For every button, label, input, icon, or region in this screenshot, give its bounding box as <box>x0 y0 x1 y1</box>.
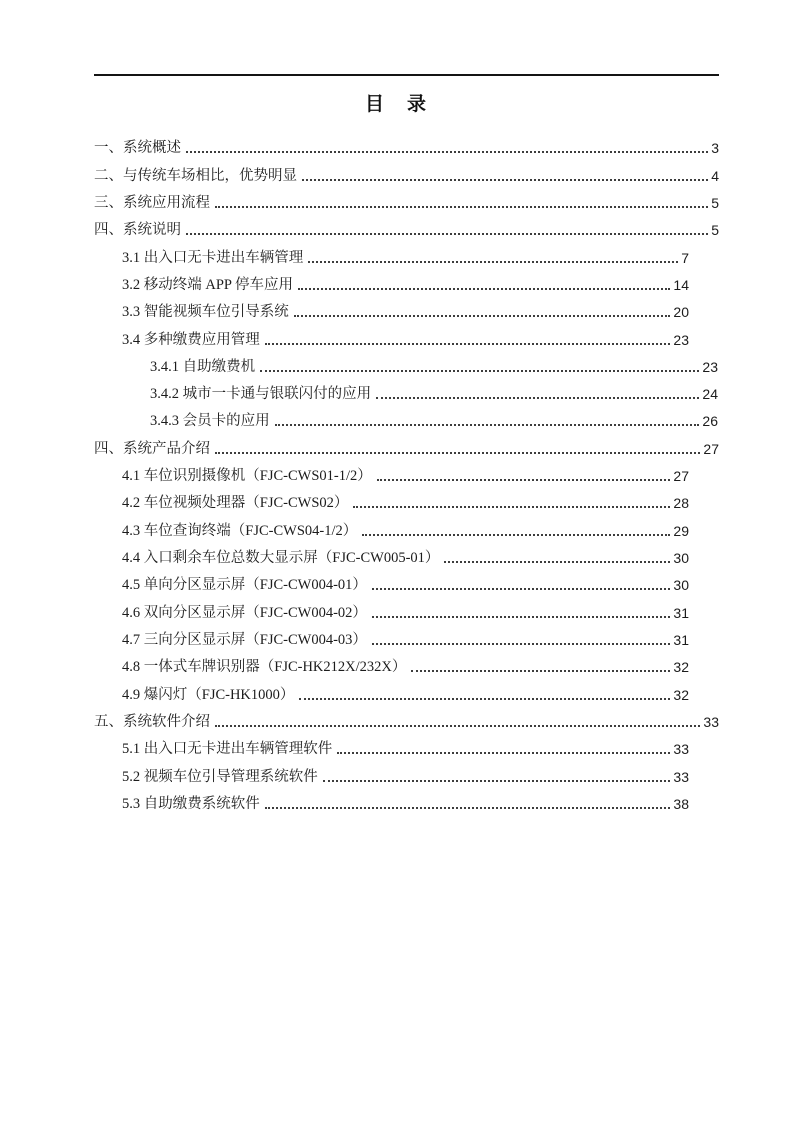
toc-entry-page-number: 27 <box>673 468 689 485</box>
toc-entry[interactable] <box>94 295 719 322</box>
toc-entry[interactable] <box>94 541 719 568</box>
toc-entry[interactable] <box>94 186 719 213</box>
toc-entry-page-number: 4 <box>711 167 719 184</box>
header-rule <box>94 74 719 76</box>
toc-entry-label: 4.8 一体式车牌识别器（FJC-HK212X/232X） <box>122 659 407 676</box>
toc-entry-page-number: 33 <box>673 741 689 758</box>
toc-dot-leader <box>362 534 670 536</box>
toc-entry-page-number: 20 <box>673 304 689 321</box>
toc-entry-page-number: 3 <box>711 140 719 157</box>
toc-dot-leader <box>372 616 671 618</box>
toc-entry[interactable] <box>94 595 719 622</box>
toc-dot-leader <box>186 151 708 153</box>
toc-entry-label: 三、系统应用流程 <box>94 194 210 211</box>
toc-dot-leader <box>323 780 671 782</box>
toc-entry-page-number: 5 <box>711 222 719 239</box>
toc-entry-label: 4.4 入口剩余车位总数大显示屏（FJC-CW005-01） <box>122 550 440 566</box>
toc-dot-leader <box>215 452 700 454</box>
toc-entry-page-number: 28 <box>673 495 689 512</box>
toc-entry-page-number: 30 <box>673 577 689 594</box>
toc-entry-label: 3.1 出入口无卡进出车辆管理 <box>122 249 304 266</box>
toc-dot-leader <box>376 397 699 399</box>
toc-entry-page-number: 32 <box>673 686 689 703</box>
toc-dot-leader <box>353 506 670 508</box>
toc-entry-page-number: 38 <box>673 795 689 812</box>
toc-entry[interactable] <box>94 240 719 267</box>
toc-entry-label: 3.4.1 自助缴费机 <box>150 358 256 375</box>
toc-dot-leader <box>308 261 678 263</box>
toc-entry[interactable] <box>94 732 719 759</box>
toc-entry-page-number: 31 <box>673 604 689 621</box>
toc-entry[interactable] <box>94 459 719 486</box>
toc-entry-page-number: 26 <box>702 413 718 430</box>
toc-entry[interactable] <box>94 158 719 185</box>
toc-entry-label: 3.4 多种缴费应用管理 <box>122 331 260 348</box>
toc-entry[interactable] <box>94 377 719 404</box>
toc-entry[interactable] <box>94 350 719 377</box>
toc-dot-leader <box>299 698 670 700</box>
toc-entry-label: 4.6 双向分区显示屏（FJC-CW004-02） <box>122 604 367 621</box>
page-title: 目 录 <box>364 94 428 115</box>
toc-dot-leader <box>298 288 670 290</box>
toc-dot-leader <box>186 233 708 235</box>
toc-entry-page-number: 30 <box>673 550 689 566</box>
toc-entry-label: 一、系统概述 <box>94 140 181 157</box>
toc-entry-label: 3.4.3 会员卡的应用 <box>150 413 270 430</box>
toc-entry-page-number: 5 <box>711 194 719 211</box>
toc-entry[interactable] <box>94 787 719 814</box>
toc-dot-leader <box>444 561 670 563</box>
toc-dot-leader <box>294 315 671 317</box>
toc-entry-page-number: 33 <box>703 713 719 730</box>
toc-entry-page-number: 33 <box>673 768 689 785</box>
toc-dot-leader <box>265 343 671 345</box>
toc-dot-leader <box>260 370 699 372</box>
toc-dot-leader <box>275 424 700 426</box>
toc-entry[interactable] <box>94 513 719 540</box>
toc-entry[interactable] <box>94 486 719 513</box>
toc-dot-leader <box>215 206 708 208</box>
table-of-contents <box>94 131 719 814</box>
toc-entry-label: 四、系统说明 <box>94 222 181 239</box>
toc-entry-label: 二、与传统车场相比，优势明显 <box>94 167 297 184</box>
toc-entry-page-number: 27 <box>703 440 719 457</box>
toc-dot-leader <box>337 752 670 754</box>
toc-entry[interactable] <box>94 677 719 704</box>
toc-entry-page-number: 32 <box>673 659 689 676</box>
toc-entry-label: 四、系统产品介绍 <box>94 440 210 457</box>
toc-dot-leader <box>377 479 671 481</box>
toc-entry[interactable] <box>94 623 719 650</box>
toc-dot-leader <box>372 588 671 590</box>
toc-entry-page-number: 7 <box>681 249 689 266</box>
toc-entry-page-number: 23 <box>673 331 689 348</box>
toc-dot-leader <box>215 725 700 727</box>
toc-entry-page-number: 31 <box>673 631 689 648</box>
toc-entry[interactable] <box>94 404 719 431</box>
toc-entry[interactable] <box>94 705 719 732</box>
toc-entry-label: 3.2 移动终端 APP 停车应用 <box>122 276 294 293</box>
toc-dot-leader <box>302 179 708 181</box>
toc-entry[interactable] <box>94 650 719 677</box>
toc-dot-leader <box>265 807 671 809</box>
toc-entry-label: 5.3 自助缴费系统软件 <box>122 795 260 812</box>
toc-entry-label: 五、系统软件介绍 <box>94 713 210 730</box>
toc-entry[interactable] <box>94 213 719 240</box>
toc-entry[interactable] <box>94 431 719 458</box>
toc-dot-leader <box>372 643 671 645</box>
toc-entry-label: 3.3 智能视频车位引导系统 <box>122 304 289 321</box>
toc-entry[interactable] <box>94 322 719 349</box>
toc-entry[interactable] <box>94 268 719 295</box>
toc-entry[interactable] <box>94 759 719 786</box>
toc-entry-label: 4.7 三向分区显示屏（FJC-CW004-03） <box>122 631 367 648</box>
toc-entry-label: 4.9 爆闪灯（FJC-HK1000） <box>122 686 295 703</box>
toc-entry-label: 4.3 车位查询终端（FJC-CWS04-1/2） <box>122 522 358 539</box>
toc-dot-leader <box>411 670 670 672</box>
toc-entry-page-number: 29 <box>673 522 689 539</box>
toc-entry-label: 4.2 车位视频处理器（FJC-CWS02） <box>122 495 349 512</box>
toc-entry-label: 4.1 车位识别摄像机（FJC-CWS01-1/2） <box>122 468 372 485</box>
toc-entry-page-number: 14 <box>673 276 689 293</box>
toc-entry-label: 4.5 单向分区显示屏（FJC-CW004-01） <box>122 577 367 594</box>
toc-entry-page-number: 23 <box>702 358 718 375</box>
toc-entry-page-number: 24 <box>702 386 718 403</box>
toc-entry[interactable] <box>94 568 719 595</box>
toc-entry-label: 5.2 视频车位引导管理系统软件 <box>122 768 318 785</box>
toc-entry[interactable] <box>94 131 719 158</box>
toc-entry-label: 3.4.2 城市一卡通与银联闪付的应用 <box>150 386 372 403</box>
toc-entry-label: 5.1 出入口无卡进出车辆管理软件 <box>122 741 333 758</box>
